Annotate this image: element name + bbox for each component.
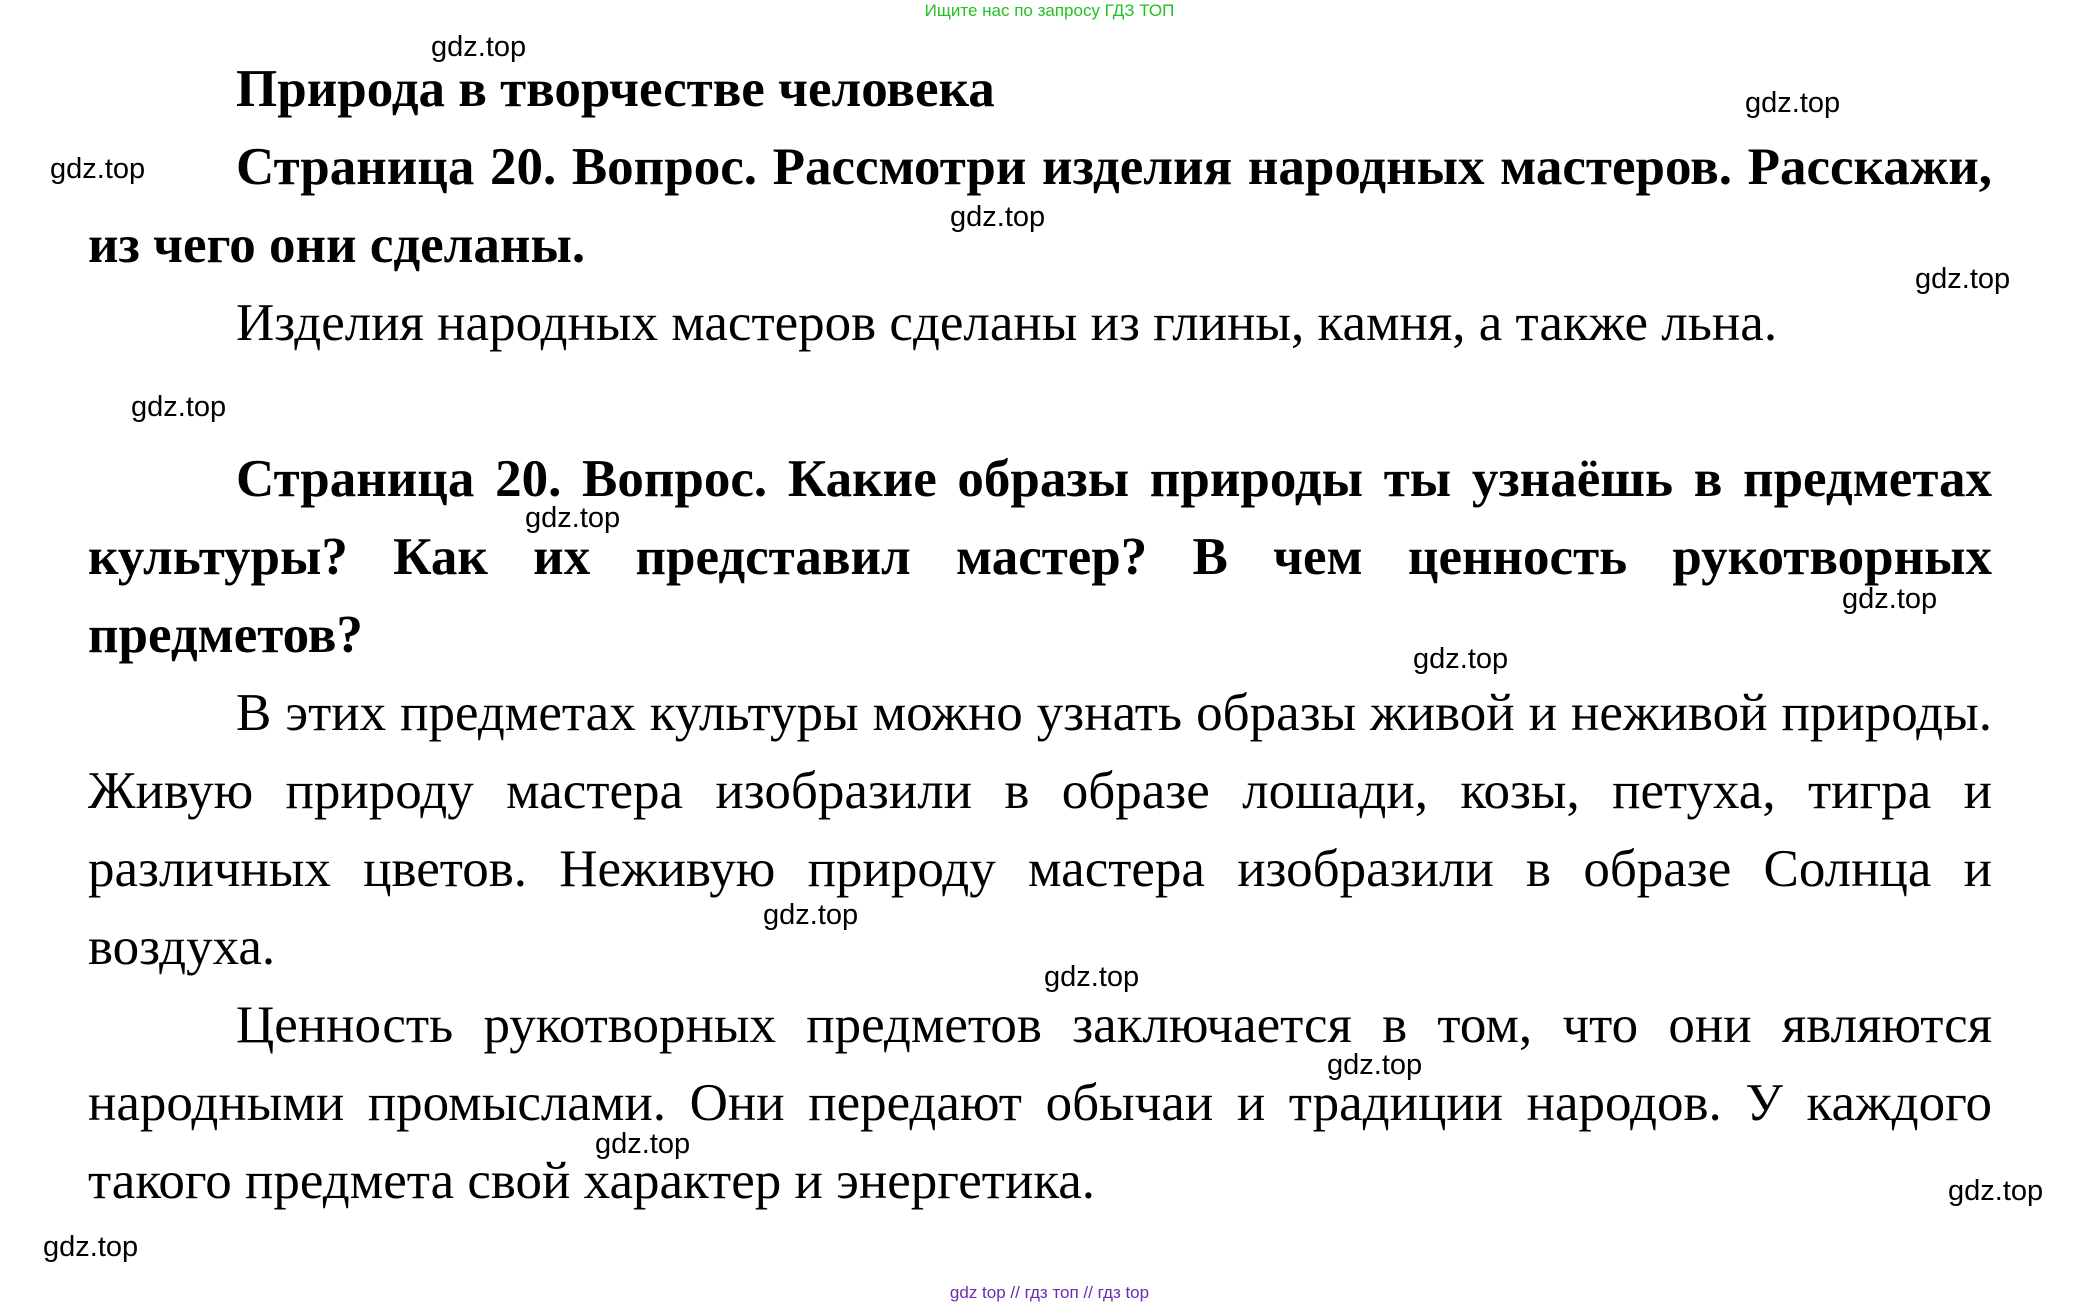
page-title: Природа в творчестве человека [236, 60, 995, 118]
watermark: gdz.top [43, 1231, 139, 1263]
footer-links: gdz top // гдз топ // гдз top [949, 1283, 1150, 1302]
watermark: gdz.top [1842, 583, 1938, 615]
watermark: gdz.top [1745, 87, 1841, 119]
watermark: gdz.top [50, 153, 146, 185]
watermark: gdz.top [525, 502, 621, 534]
watermark: gdz.top [1044, 961, 1140, 993]
watermark: gdz.top [950, 201, 1046, 233]
watermark: gdz.top [763, 899, 859, 931]
question-2: Страница 20. Вопрос. Какие образы природы ты узнаёшь в предметах культуры? Как их представил мастер? В чем ценность рукотворных предметов? [88, 450, 1992, 664]
watermark: gdz.top [1327, 1049, 1423, 1081]
answer-1-paragraph-1: Изделия народных мастеров сделаны из глины, камня, а также льна. [236, 294, 1778, 352]
answer-2-paragraph-2: Ценность рукотворных предметов заключается в том, что они являются народными промыслами. Они передают обычаи и традиции народов. У каждого такого предмета свой характер и энергетика. [88, 996, 1992, 1210]
watermark: gdz.top [595, 1128, 691, 1160]
section-gap [88, 362, 1992, 440]
watermark: gdz.top [1413, 643, 1509, 675]
question-1: Страница 20. Вопрос. Рассмотри изделия народных мастеров. Расскажи, из чего они сделаны. [88, 138, 1992, 274]
watermark: gdz.top [131, 391, 227, 423]
watermark: gdz.top [1948, 1175, 2044, 1207]
top-banner: Ищите нас по запросу ГДЗ ТОП [924, 1, 1175, 20]
answer-2-paragraph-1: В этих предметах культуры можно узнать образы живой и неживой природы. Живую природу мастера изобразили в образе лошади, козы, петуха, тигра и различных цветов. Неживую природу мастера изобразили в образе Солнца и воздуха. [88, 684, 1992, 976]
watermark: gdz.top [1915, 263, 2011, 295]
watermark: gdz.top [431, 31, 527, 63]
